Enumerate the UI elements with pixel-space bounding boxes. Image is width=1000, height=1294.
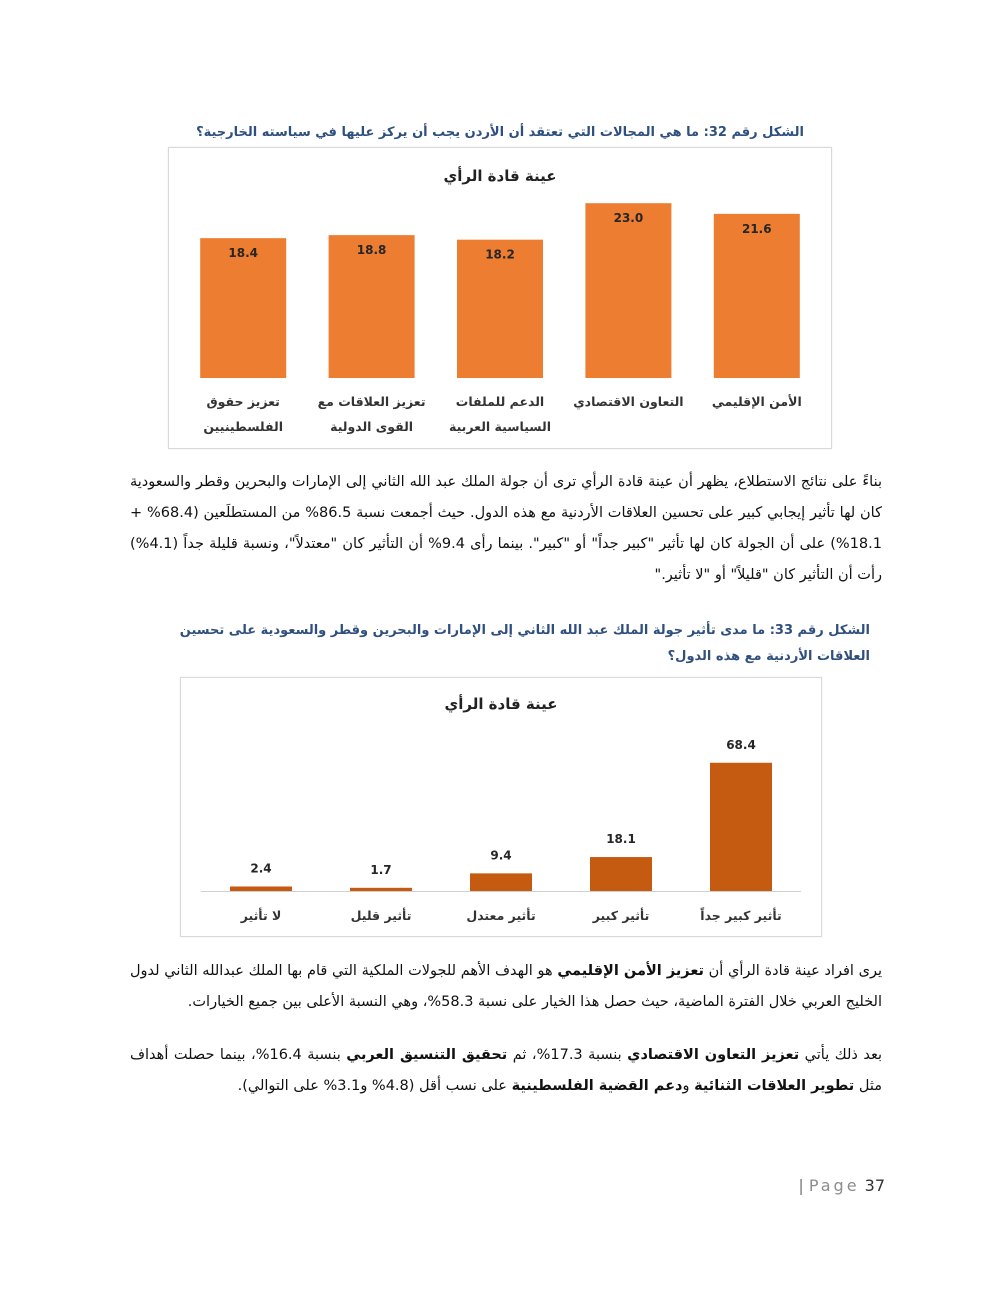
p3-text-4: و [682,1078,695,1094]
footer-page-word: Page [808,1176,860,1195]
bar-1 [714,214,800,378]
data-label-2: 18.1 [606,832,636,847]
bar-5 [230,887,292,892]
category-label-2: التعاون الاقتصادي [573,394,684,409]
p3-bold-arab-coordination: تحقيق التنسيق العربي [346,1047,508,1063]
category-label-1: تأثير كبير جداً [700,908,782,923]
chart-33 [180,677,822,937]
data-label-4: 1.7 [370,862,392,877]
p3-text-5: على نسب أقل (4.8% و3.1% على التوالي). [237,1078,512,1094]
category-label-3-line-2: السياسية العربية [448,419,552,434]
data-label-1: 21.6 [741,221,772,236]
category-label-4-line-2: القوى الدولية [330,419,414,434]
paragraph-other-goals [130,1040,882,1102]
bar-1 [710,763,772,891]
data-label-3: 18.2 [485,247,515,262]
p2-text-2: هو الهدف الأهم للجولات الملكية التي قام بها الملك عبدالله الثاني لدول الخليج العربي خلال الفترة الماضية، حيث حصل هذا الخيار على نسبة 58.3%، وهي النسبة الأعلى بين جميع الخيارات. [130,963,882,1010]
p3-bold-economic: تعزيز التعاون الاقتصادي [627,1047,800,1063]
bar-2 [590,857,652,891]
paragraph-tour-impact: بناءً على نتائج الاستطلاع، يظهر أن عينة قادة الرأي ترى أن جولة الملك عبد الله الثاني إلى الإمارات والبحرين وقطر والسعودية كان لها تأثير إيجابي كبير على تحسين العلاقات الأردنية مع هذه الدول. حيث أجمعت نسبة 86.5% من المستطلَعين (68.4% + 18.1%) على أن الجولة كان لها تأثير "كبير جداً" أو "كبير". بينما رأى 9.4% أن التأثير كان "معتدلاً"، ونسبة قليلة جداً (4.1%) رأت أن التأثير كان "قليلاً" أو "لا تأثير." [130,474,882,583]
category-label-4: تأثير قليل [350,908,412,923]
bar-3 [470,873,532,891]
chart-33-svg [181,678,821,936]
figure-32-caption: الشكل رقم 32: ما هي المجالات التي تعتقد أن الأردن يجب أن يركز عليها في سياسته الخارجية؟ [196,125,804,140]
category-label-1: الأمن الإقليمي [711,394,802,409]
category-label-5: لا تأثير [240,908,282,923]
data-label-3: 9.4 [490,848,512,863]
data-label-4: 18.8 [356,243,387,258]
chart-title: عينة قادة الرأي [444,695,558,713]
data-label-2: 23.0 [613,211,644,226]
page-footer [770,1176,885,1195]
category-label-3-line-1: الدعم للملفات [455,394,545,409]
footer-separator: | [798,1176,804,1195]
chart-32-svg [169,148,831,448]
p3-bold-palestinian-cause: دعم القضية الفلسطينية [511,1078,683,1094]
category-label-4-line-1: تعزيز العلاقات مع [317,394,426,409]
category-label-2: تأثير كبير [592,908,650,923]
data-label-5: 18.4 [228,246,259,261]
page-number: 37 [864,1176,885,1195]
bar-4 [350,888,412,891]
category-label-5-line-2: الفلسطينيين [203,419,284,434]
chart-title: عينة قادة الرأي [443,167,557,185]
paragraph-regional-security [130,956,882,1018]
data-label-1: 68.4 [726,737,756,752]
data-label-5: 2.4 [250,861,272,876]
category-label-3: تأثير معتدل [466,908,536,923]
p2-text-1: يرى افراد عينة قادة الرأي أن [703,963,882,979]
p3-text-3: بنسبة 16.4%، بينما حصلت أهداف مثل [130,1047,882,1094]
figure-33-caption: الشكل رقم 33: ما مدى تأثير جولة الملك عبد الله الثاني إلى الإمارات والبحرين وقطر والسعودية على تحسين العلاقات الأردنية مع هذه الدول؟ [179,623,870,664]
p2-bold-regional-security: تعزيز الأمن الإقليمي [557,963,704,979]
p3-text-2: بنسبة 17.3%، ثم [507,1047,628,1063]
category-label-5-line-1: تعزيز حقوق [206,394,280,409]
bar-2 [585,203,671,378]
p3-bold-bilateral: تطوير العلاقات الثنائية [694,1078,855,1094]
chart-32 [168,147,832,449]
p3-text-1: بعد ذلك يأتي [799,1047,882,1063]
